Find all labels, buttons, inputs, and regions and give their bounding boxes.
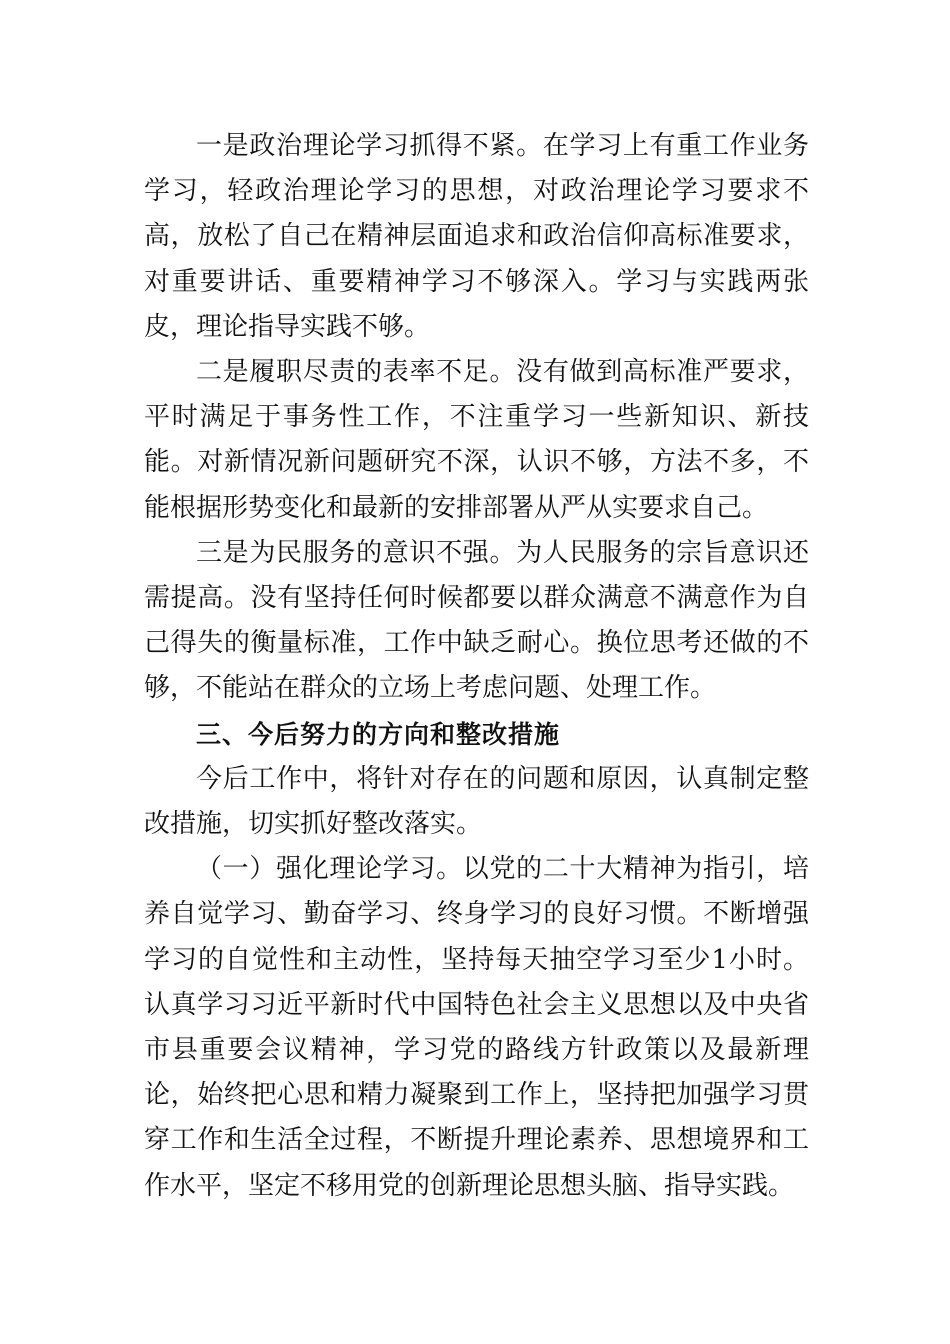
paragraph-service-awareness: 三是为民服务的意识不强。为人民服务的宗旨意识还需提高。没有坚持任何时候都要以群众满意不满意作为自己得失的衡量标准，工作中缺乏耐心。换位思考还做的不够，不能站在群众的立场上考虑问题、处理工作。 bbox=[144, 537, 809, 704]
document-body bbox=[144, 124, 809, 1209]
paragraph-strengthen-theory-study: （一）强化理论学习。以党的二十大精神为指引，培养自觉学习、勤奋学习、终身学习的良好习惯。不断增强学习的自觉性和主动性，坚持每天抽空学习至少1小时。认真学习习近平新时代中国特色社会主义思想以及中央省市县重要会议精神，学习党的路线方针政策以及最新理论，始终把心思和精力凝聚到工作上，坚持把加强学习贯穿工作和生活全过程，不断提升理论素养、思想境界和工作水平，坚定不移用党的创新理论思想头脑、指导实践。 bbox=[144, 854, 809, 1201]
paragraph-rectification-intro: 今后工作中，将针对存在的问题和原因，认真制定整改措施，切实抓好整改落实。 bbox=[144, 763, 809, 840]
section-heading: 三、今后努力的方向和整改措施 bbox=[196, 719, 561, 749]
paragraph-political-theory: 一是政治理论学习抓得不紧。在学习上有重工作业务学习，轻政治理论学习的思想，对政治理论学习要求不高，放松了自己在精神层面追求和政治信仰高标准要求，对重要讲话、重要精神学习不够深入。学习与实践两张皮，理论指导实践不够。 bbox=[144, 131, 809, 342]
paragraph-duty-performance: 二是履职尽责的表率不足。没有做到高标准严要求，平时满足于事务性工作，不注重学习一些新知识、新技能。对新情况新问题研究不深，认识不够，方法不多，不能根据形势变化和最新的安排部署从严从实要求自己。 bbox=[144, 357, 809, 523]
